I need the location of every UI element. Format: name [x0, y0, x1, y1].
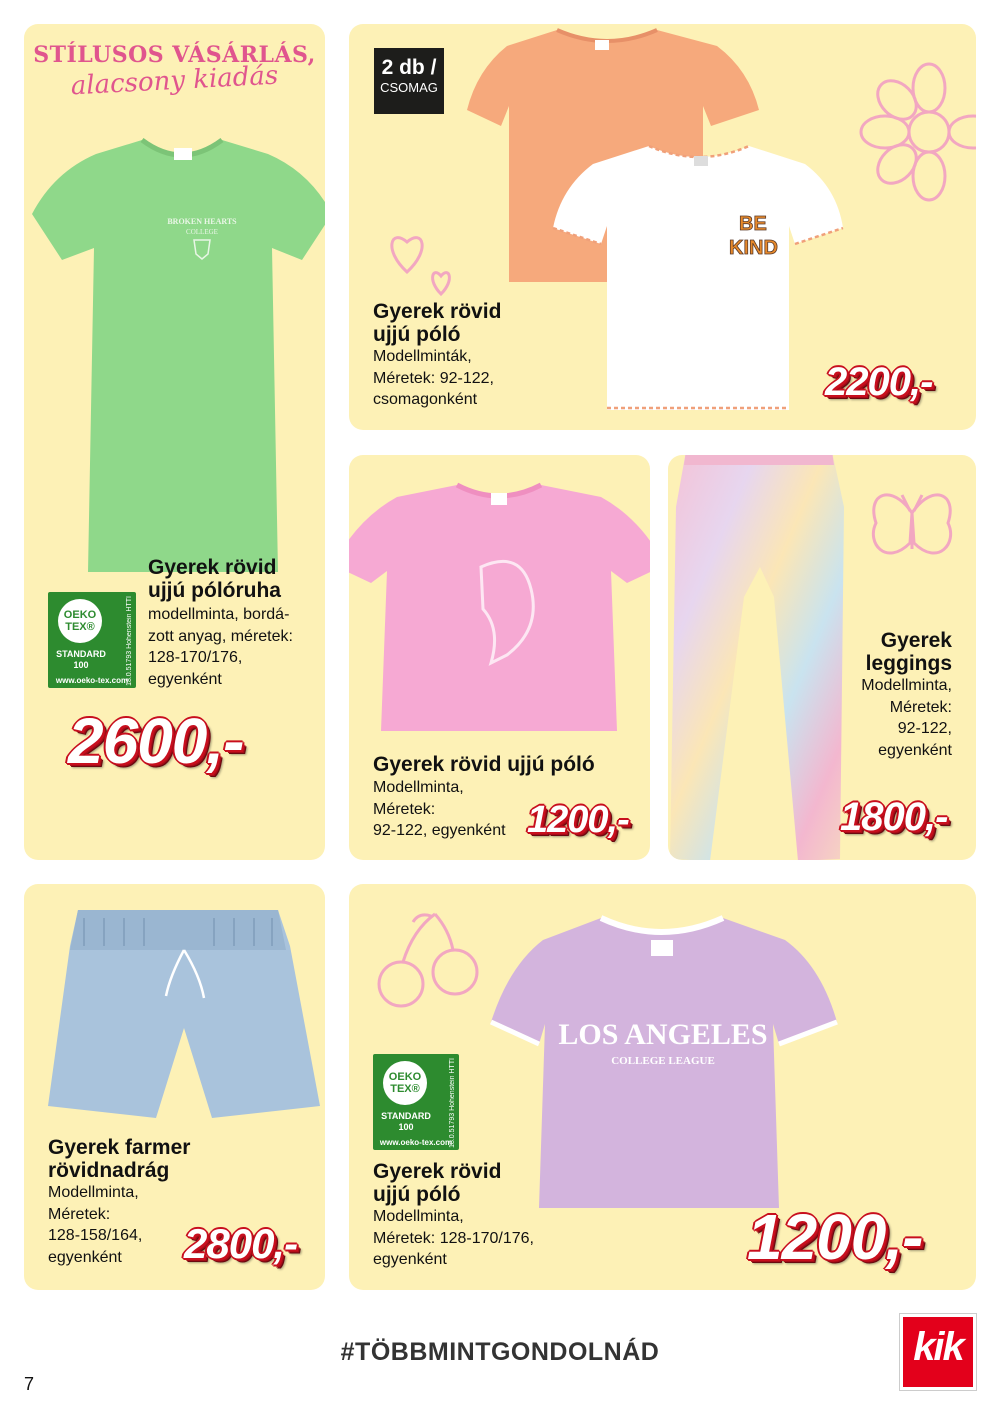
shorts-desc-line4: egyenként — [48, 1248, 122, 1266]
white-tshirt-image — [549, 142, 849, 414]
la-tee-desc — [373, 1206, 534, 1271]
pink-tee-desc-line3: 92-122, egyenként — [373, 822, 506, 839]
la-tee-title-line1: Gyerek rövid — [373, 1160, 502, 1183]
tshirt-pack-title-line1: Gyerek rövid — [373, 300, 502, 323]
butterfly-doodle — [862, 483, 962, 579]
la-print-line2: COLLEGE LEAGUE — [611, 1055, 715, 1067]
pink-tee-title-line1: Gyerek rövid ujjú póló — [373, 753, 595, 776]
pink-tee-desc-line1: Modellminta, — [373, 779, 464, 796]
flower-doodle — [859, 64, 976, 194]
dress-desc-line3: 128-170/176, — [148, 649, 243, 666]
la-tee-desc-line1: Modellminta, — [373, 1208, 464, 1225]
shorts-title-line2: rövidnadrág — [48, 1159, 170, 1182]
shorts-desc — [48, 1182, 142, 1268]
dress-title-line2: ujjú pólóruha — [148, 579, 281, 602]
shorts-desc-line1: Modellminta, — [48, 1184, 139, 1201]
shorts-desc-line3: 128-158/164, — [48, 1227, 143, 1244]
tshirt-pack-desc — [373, 346, 494, 411]
la-tee-price: 1200,- — [747, 1201, 923, 1273]
footer-hashtag: #TÖBBMINTGONDOLNÁD — [340, 1338, 660, 1366]
dress-title-line1: Gyerek rövid — [148, 556, 277, 579]
dress-desc-line1: modellminta, bordá- — [148, 606, 290, 623]
headline-line2: alacsony kiadás — [70, 60, 279, 102]
la-print-line1: LOS ANGELES — [558, 1018, 768, 1051]
shorts-title-line1: Gyerek farmer — [48, 1136, 191, 1159]
green-dress-image — [32, 132, 325, 572]
kik-logo — [900, 1314, 976, 1390]
tshirt-pack-price: 2200,- — [825, 360, 933, 404]
panel-leggings — [668, 455, 976, 860]
rainbow-leggings-image — [668, 455, 848, 860]
leggings-desc-line3: 92-122, — [897, 720, 952, 737]
panel-dress — [24, 24, 325, 860]
la-tee-title — [373, 1160, 501, 1206]
denim-shorts-image — [44, 906, 324, 1126]
dress-desc-line2: zott anyag, méretek: — [148, 627, 293, 645]
oeko-tex-label: OEKO TEX® STANDARD 100 18.0.51793 Hohenstein HTTI www.oeko-tex.com — [48, 592, 136, 688]
dress-print-line1: BROKEN HEARTS — [167, 217, 237, 226]
oeko-tex-label-2: OEKO TEX® STANDARD 100 18.0.51793 Hohenstein HTTI www.oeko-tex.com — [373, 1054, 459, 1150]
pack-badge — [374, 48, 444, 114]
pack-badge-line2: CSOMAG — [380, 80, 438, 95]
leggings-title-line2: leggings — [865, 652, 952, 675]
pink-tshirt-image — [349, 479, 650, 739]
panel-shorts — [24, 884, 325, 1290]
shorts-desc-line2: Méretek: — [48, 1205, 111, 1223]
kik-logo-text: kik — [913, 1325, 963, 1369]
leggings-desc-line2: Méretek: — [889, 698, 952, 716]
pack-badge-line1: 2 db / — [381, 56, 437, 79]
pink-tee-price: 1200,- — [527, 799, 629, 841]
heart-doodles — [379, 214, 469, 304]
dress-desc-line4: egyenként — [148, 670, 222, 688]
panel-pink-tee — [349, 455, 650, 860]
dress-desc — [148, 604, 293, 690]
leggings-desc-line4: egyenként — [878, 741, 952, 759]
dress-print-line2: COLLEGE — [186, 228, 218, 236]
tshirt-pack-title — [373, 300, 501, 346]
dress-price: 2600,- — [68, 705, 244, 777]
tshirt-pack-desc-line3: csomagonként — [373, 391, 478, 408]
pink-tee-title — [373, 753, 595, 776]
pink-tee-desc — [373, 777, 506, 842]
leggings-desc — [861, 675, 952, 761]
tshirt-pack-desc-line2: Méretek: 92-122, — [373, 369, 494, 387]
leggings-desc-line1: Modellminta, — [861, 677, 952, 694]
pink-tee-desc-line2: Méretek: — [373, 800, 436, 818]
shorts-price: 2800,- — [184, 1220, 298, 1267]
leggings-price: 1800,- — [840, 795, 948, 839]
leggings-title-line1: Gyerek — [880, 629, 952, 652]
panel-la-tee — [349, 884, 976, 1290]
la-tee-desc-line3: egyenként — [373, 1251, 447, 1268]
oeko-tex-logo: OEKO TEX® — [58, 599, 102, 643]
la-tee-desc-line2: Méretek: 128-170/176, — [373, 1229, 534, 1247]
oeko-tex-logo-2: OEKO TEX® — [383, 1061, 427, 1105]
panel-tshirt-pack — [349, 24, 976, 430]
page-number: 7 — [24, 1374, 35, 1394]
dress-title — [148, 556, 281, 602]
tshirt-pack-desc-line1: Modellminták, — [373, 348, 472, 365]
headline — [24, 42, 325, 102]
leggings-title — [866, 629, 952, 675]
headline-line1: STÍLUSOS VÁSÁRLÁS, — [33, 42, 316, 68]
la-tee-title-line2: ujjú póló — [373, 1183, 461, 1206]
be-kind-print-line2: KIND — [729, 237, 778, 259]
lilac-tshirt-image — [491, 912, 841, 1212]
cherries-doodle — [373, 910, 483, 1010]
be-kind-print-line1: BE — [739, 213, 767, 235]
tshirt-pack-title-line2: ujjú póló — [373, 323, 461, 346]
shorts-title — [48, 1136, 190, 1182]
